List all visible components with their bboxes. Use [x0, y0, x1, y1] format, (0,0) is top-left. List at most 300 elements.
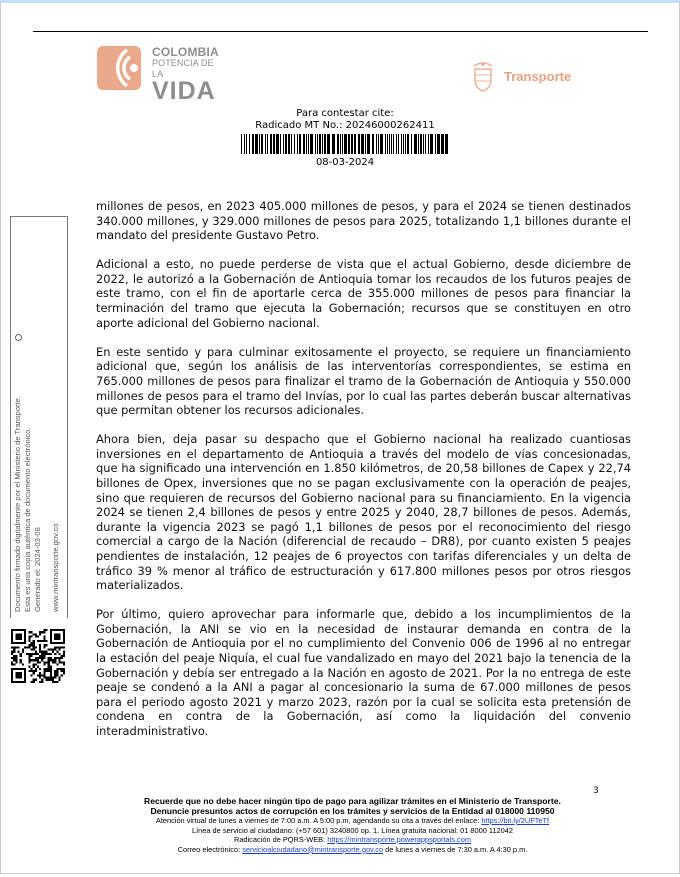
- qr-module: [28, 666, 30, 668]
- qr-module: [41, 681, 43, 683]
- barcode-bar: [358, 134, 360, 154]
- qr-module: [35, 633, 37, 635]
- qr-module: [43, 629, 45, 631]
- barcode-bar: [315, 134, 316, 154]
- qr-module: [15, 672, 21, 678]
- qr-module: [46, 677, 48, 679]
- qr-module: [28, 661, 30, 663]
- barcode-bar: [297, 134, 298, 154]
- footer-attention-line: [90, 816, 615, 826]
- qr-module: [46, 644, 48, 646]
- qr-module: [41, 631, 43, 633]
- qr-module: [30, 653, 32, 655]
- email-hours: de lunes a viernes de 7:30 a.m. A 4:30 p.m.: [383, 844, 528, 854]
- qr-module: [35, 668, 37, 670]
- barcode-bar: [391, 134, 392, 154]
- qr-module: [13, 646, 15, 648]
- qr-module: [50, 668, 52, 670]
- qr-module: [46, 679, 48, 681]
- barcode-bar: [385, 134, 386, 154]
- barcode-bar: [351, 134, 353, 154]
- qr-module: [28, 638, 30, 640]
- qr-module: [48, 679, 50, 681]
- page-footer: [90, 796, 615, 854]
- barcode-bar: [365, 134, 366, 154]
- qr-module: [54, 674, 56, 676]
- qr-module: [43, 651, 45, 653]
- qr-module: [33, 646, 35, 648]
- colombia-potencia-de-la-vida-logo: [97, 45, 227, 105]
- footer-email-line: [90, 845, 615, 855]
- qr-module: [43, 640, 45, 642]
- barcode-bar: [241, 134, 242, 154]
- qr-module: [52, 659, 54, 661]
- qr-module: [33, 679, 35, 681]
- qr-module: [56, 668, 58, 670]
- qr-module: [33, 672, 35, 674]
- qr-module: [63, 661, 65, 663]
- pqrs-link[interactable]: https://mintransporte.powerappsportals.com: [327, 835, 472, 844]
- barcode-bar: [403, 134, 404, 154]
- barcode-bar: [310, 134, 313, 154]
- qr-module: [39, 648, 41, 650]
- barcode-bar: [283, 134, 284, 154]
- barcode-bar: [380, 134, 383, 154]
- qr-module: [41, 651, 43, 653]
- qr-module: [48, 659, 50, 661]
- qr-module: [30, 681, 32, 683]
- qr-module: [33, 681, 35, 683]
- qr-module: [11, 664, 13, 666]
- qr-module: [33, 664, 35, 666]
- barcode-bar: [407, 134, 409, 154]
- qr-module: [63, 651, 65, 653]
- qr-module: [33, 659, 35, 661]
- qr-module: [28, 640, 30, 642]
- barcode-bar: [441, 134, 444, 154]
- qr-module: [54, 648, 56, 650]
- qr-module: [30, 644, 32, 646]
- qr-module: [59, 679, 61, 681]
- qr-module: [15, 633, 21, 639]
- barcode-bar: [324, 134, 326, 154]
- qr-module: [41, 653, 43, 655]
- barcode-bar: [405, 134, 406, 154]
- qr-module: [46, 653, 48, 655]
- qr-module: [61, 668, 63, 670]
- qr-module: [30, 659, 32, 661]
- qr-module: [54, 659, 56, 661]
- qr-module: [37, 657, 39, 659]
- barcode-bar: [393, 134, 394, 154]
- qr-module: [39, 677, 41, 679]
- qr-module: [39, 661, 41, 663]
- qr-module: [48, 653, 50, 655]
- qr-module: [50, 670, 52, 672]
- qr-module: [11, 646, 13, 648]
- barcode-bar: [387, 134, 388, 154]
- barcode-bar: [342, 134, 343, 154]
- barcode-bar: [249, 134, 250, 154]
- qr-module: [20, 661, 22, 663]
- logo-line-vida: VIDA: [152, 77, 216, 105]
- qr-module: [41, 657, 43, 659]
- qr-module: [28, 653, 30, 655]
- qr-module: [48, 664, 50, 666]
- barcode-bar: [246, 134, 247, 154]
- qr-module: [11, 661, 13, 663]
- barcode-bar: [261, 134, 263, 154]
- qr-module: [46, 668, 48, 670]
- qr-module: [22, 651, 24, 653]
- qr-module: [39, 631, 41, 633]
- qr-module: [63, 668, 65, 670]
- qr-module: [48, 657, 50, 659]
- page-number: 3: [593, 786, 599, 796]
- qr-module: [50, 657, 52, 659]
- qr-module: [63, 653, 65, 655]
- barcode-bar: [322, 134, 323, 154]
- barcode-bar: [401, 134, 402, 154]
- qr-module: [43, 668, 45, 670]
- qr-module: [59, 657, 61, 659]
- qr-module: [13, 648, 15, 650]
- qr-module: [54, 670, 56, 672]
- barcode-bar: [332, 134, 335, 154]
- barcode: [241, 134, 449, 154]
- qr-module: [56, 672, 58, 674]
- barcode-bar: [317, 134, 318, 154]
- qr-module: [50, 666, 52, 668]
- qr-module: [56, 646, 58, 648]
- qr-module: [28, 644, 30, 646]
- qr-module: [20, 659, 22, 661]
- barcode-bar: [337, 134, 339, 154]
- stamp-dot-icon: [15, 334, 22, 341]
- qr-module: [59, 646, 61, 648]
- qr-module: [48, 677, 50, 679]
- qr-module: [43, 646, 45, 648]
- barcode-bar: [308, 134, 309, 154]
- qr-module: [33, 670, 35, 672]
- paragraph: Ahora bien, deja pasar su despacho que el Gobierno nacional ha realizado cuantiosas inversiones en el departamento de Antioquia a través del modelo de vías concesionadas, que ha significado una intervención en 1.850 kilómetros, de 20,58 billones de Capex y 22,74 billones de Opex, inversiones que no se pagan exclusivamente con la operación de peajes, sino que requieren de recursos del Gobierno nacional para su financiamiento. En la vigencia 2024 se tienen 2,4 billones de pesos y entre 2025 y 2040, 28,7 billones de pesos. Además, durante la vigencia 2023 se pagó 1,1 billones de pesos por el reconocimiento del riesgo comercial a cargo de la Nación (diferencial de recaudo – DR8), por cuanto existen 5 peajes pendientes de instalación, 12 peajes de 6 proyectos con tarifas diferenciales y un delta de tráfico 39 % menor al tráfico de estructuración y 617.800 millones pesos por otros riesgos materializados.: [96, 432, 631, 593]
- barcode-bar: [252, 134, 254, 154]
- qr-module: [48, 661, 50, 663]
- footer-service-line: Línea de servicio al ciudadano: (+57 601) 3240800 op. 1. Línea gratuita nacional: 01 8000 112042: [192, 825, 513, 835]
- qr-module: [33, 653, 35, 655]
- qr-module: [46, 640, 48, 642]
- qr-module: [48, 648, 50, 650]
- qr-module: [52, 661, 54, 663]
- qr-module: [37, 635, 39, 637]
- barcode-bar: [273, 134, 275, 154]
- qr-module: [56, 657, 58, 659]
- qr-module: [37, 666, 39, 668]
- qr-module: [33, 640, 35, 642]
- qr-module: [50, 674, 52, 676]
- pqrs-text: Radicación de PQRS-WEB:: [233, 835, 328, 844]
- qr-module: [48, 666, 50, 668]
- qr-module: [61, 646, 63, 648]
- email-text: Correo electrónico:: [177, 844, 243, 854]
- qr-module: [39, 674, 41, 676]
- qr-module: [43, 670, 45, 672]
- qr-module: [43, 664, 45, 666]
- qr-module: [48, 668, 50, 670]
- qr-module: [41, 679, 43, 681]
- qr-module: [59, 661, 61, 663]
- barcode-bar: [288, 134, 290, 154]
- qr-module: [13, 659, 15, 661]
- barcode-bar: [267, 134, 268, 154]
- barcode-bar: [430, 134, 433, 154]
- footer-warning-corruption: Denuncie presuntos actos de corrupción en los trámites y servicios de la Entidad al 018000 110950: [150, 806, 555, 816]
- qr-module: [33, 633, 35, 635]
- qr-module: [52, 681, 54, 683]
- barcode-bar: [276, 134, 279, 154]
- barcode-bar: [354, 134, 356, 154]
- qr-module: [39, 651, 41, 653]
- qr-module: [52, 651, 54, 653]
- barcode-bar: [270, 134, 272, 154]
- barcode-bar: [303, 134, 305, 154]
- barcode-bar: [319, 134, 321, 154]
- qr-module: [61, 670, 63, 672]
- qr-module: [33, 644, 35, 646]
- barcode-bar: [420, 134, 422, 154]
- qr-module: [54, 661, 56, 663]
- qr-module: [11, 653, 13, 655]
- qr-module: [28, 655, 30, 657]
- attention-text: Atención virtual de lunes a viernes de 7:00 a.m. A 5:00 p.m, agendando su cita a través del enlace:: [155, 816, 482, 825]
- qr-module: [22, 664, 24, 666]
- barcode-bar: [378, 134, 379, 154]
- barcode-bar: [285, 134, 287, 154]
- qr-module: [54, 681, 56, 683]
- qr-module: [59, 668, 61, 670]
- barcode-bar: [423, 134, 424, 154]
- qr-module: [30, 655, 32, 657]
- qr-module: [43, 653, 45, 655]
- qr-module: [59, 677, 61, 679]
- qr-module: [39, 633, 41, 635]
- qr-module: [35, 679, 37, 681]
- qr-module: [61, 655, 63, 657]
- barcode-bar: [435, 134, 436, 154]
- qr-module: [59, 648, 61, 650]
- barcode-bar: [361, 134, 364, 154]
- barcode-bar: [389, 134, 390, 154]
- qr-module: [13, 651, 15, 653]
- qr-module: [46, 629, 48, 631]
- qr-module: [54, 672, 56, 674]
- qr-module: [50, 672, 52, 674]
- cite-label: Para contestar cite:: [296, 108, 394, 119]
- signature-stamp-text: [13, 342, 67, 612]
- qr-module: [43, 674, 45, 676]
- footer-warning-payment: Recuerde que no debe hacer ningún tipo de pago para agilizar trámites en el Ministerio de Transporte.: [144, 796, 561, 806]
- qr-module: [56, 664, 58, 666]
- qr-module: [13, 664, 15, 666]
- stamp-line-generated: Generado el: 2024-03-08: [33, 527, 42, 612]
- footer-pqrs-line: [90, 835, 615, 845]
- radicado-block: [230, 108, 460, 132]
- qr-module: [56, 681, 58, 683]
- qr-module: [35, 670, 37, 672]
- qr-module: [20, 655, 22, 657]
- barcode-bar: [348, 134, 350, 154]
- barcode-bar: [414, 134, 417, 154]
- qr-module: [39, 681, 41, 683]
- radicado-number: Radicado MT No.: 20246000262411: [255, 120, 435, 131]
- qr-module: [17, 651, 19, 653]
- header-rule: [33, 31, 648, 32]
- paragraph: Por último, quiero aprovechar para informarle que, debido a los incumplimientos de la Gobernación, la ANI se vio en la necesidad de instaurar demanda en contra de la Gobernación de Antioquia por el no cumplimiento del Convenio 006 de 1996 al no entregar la estación del peaje Niquía, el cual fue vandalizado en mayo del 2021 bajo la tenencia de la Gobernación y debía ser entregado a la Nación en agosto de 2021. Por la no entrega de este peaje se condenó a la ANI a pagar al concesionario la suma de 67.000 millones de pesos para el periodo agosto 2021 y marzo 2023, razón por la cual se solicita esta pretensión de condena en contra de la Gobernación, así como la liquidación del convenio interadministrativo.: [96, 607, 631, 738]
- qr-module: [54, 633, 60, 639]
- qr-module: [13, 657, 15, 659]
- qr-module: [30, 631, 32, 633]
- qr-module: [50, 648, 52, 650]
- qr-module: [63, 646, 65, 648]
- qr-module: [54, 653, 56, 655]
- qr-module: [11, 657, 13, 659]
- stamp-line-website: www.mintransporte.gov.co: [51, 523, 60, 612]
- qr-module: [28, 631, 30, 633]
- qr-module: [15, 657, 17, 659]
- barcode-bar: [244, 134, 245, 154]
- qr-module: [56, 674, 58, 676]
- barcode-bar: [445, 134, 448, 154]
- qr-module: [48, 670, 50, 672]
- email-link[interactable]: servicioalciudadano@mintransporte.gov.co: [242, 844, 384, 854]
- qr-module: [54, 657, 56, 659]
- qr-module: [37, 653, 39, 655]
- qr-module: [52, 648, 54, 650]
- qr-module: [43, 657, 45, 659]
- qr-module: [15, 646, 17, 648]
- qr-module: [63, 670, 65, 672]
- barcode-bar: [428, 134, 429, 154]
- qr-module: [37, 674, 39, 676]
- qr-module: [56, 651, 58, 653]
- qr-module: [13, 655, 15, 657]
- barcode-bar: [418, 134, 419, 154]
- qr-module: [46, 651, 48, 653]
- ministerio-transporte-logo: [470, 60, 585, 94]
- qr-module: [24, 646, 26, 648]
- qr-module: [37, 661, 39, 663]
- qr-code: [11, 629, 65, 683]
- qr-module: [30, 642, 32, 644]
- paragraph: millones de pesos, en 2023 405.000 millones de pesos, y para el 2024 se tienen destinados 340.000 millones, y 329.000 millones de pesos para 2025, totalizando 1,1 billones durante el mandato del presidente Gustavo Petro.: [96, 199, 631, 243]
- qr-module: [11, 651, 13, 653]
- qr-module: [52, 679, 54, 681]
- qr-module: [39, 646, 41, 648]
- qr-module: [43, 677, 45, 679]
- qr-module: [28, 657, 30, 659]
- qr-module: [43, 672, 45, 674]
- barcode-bar: [340, 134, 341, 154]
- qr-module: [15, 659, 17, 661]
- qr-module: [30, 674, 32, 676]
- qr-module: [43, 638, 45, 640]
- barcode-bar: [437, 134, 440, 154]
- barcode-bar: [344, 134, 347, 154]
- paragraph: Adicional a esto, no puede perderse de vista que el actual Gobierno, desde diciembre de 2022, le autorizó a la Gobernación de Antioquia tomar los recaudos de los futuros peajes de este tramo, con el fin de aportarle cerca de 355.000 millones de pesos para financiar la terminación del tramo que ejecuta la Gobernación; recursos que se constituyen en otro aporte adicional del Gobierno nacional.: [96, 257, 631, 330]
- qr-module: [41, 659, 43, 661]
- qr-module: [28, 670, 30, 672]
- barcode-bar: [291, 134, 292, 154]
- qr-module: [26, 646, 28, 648]
- barcode-bar: [425, 134, 426, 154]
- qr-module: [33, 666, 35, 668]
- qr-module: [35, 635, 37, 637]
- signal-waves-icon: [97, 46, 141, 90]
- qr-module: [22, 648, 24, 650]
- qr-module: [43, 635, 45, 637]
- appointment-link[interactable]: https://bit.ly/2UFTeTf: [481, 816, 550, 825]
- barcode-bar: [372, 134, 374, 154]
- qr-module: [30, 670, 32, 672]
- qr-module: [50, 653, 52, 655]
- barcode-bar: [280, 134, 281, 154]
- qr-module: [26, 653, 28, 655]
- barcode-bar: [327, 134, 330, 154]
- qr-module: [54, 646, 56, 648]
- qr-module: [35, 664, 37, 666]
- paragraph: En este sentido y para culminar exitosamente el proyecto, se requiere un financiamiento adicional que, según los análisis de las interventorías correspondientes, se estima en 765.000 millones de pesos para finalizar el tramo de la Gobernación de Antioquia y 550.000 millones de pesos para el tramo del Invías, por lo cual las partes deberán buscar alternativas que permitan obtener los recursos adicionales.: [96, 344, 631, 418]
- qr-module: [63, 655, 65, 657]
- qr-module: [17, 646, 19, 648]
- letter-body: [96, 199, 631, 753]
- qr-module: [56, 670, 58, 672]
- qr-module: [50, 677, 52, 679]
- barcode-bar: [376, 134, 377, 154]
- qr-module: [41, 674, 43, 676]
- qr-module: [50, 679, 52, 681]
- barcode-bar: [396, 134, 397, 154]
- qr-module: [54, 677, 56, 679]
- qr-module: [41, 640, 43, 642]
- qr-module: [61, 657, 63, 659]
- qr-module: [59, 653, 61, 655]
- qr-module: [43, 661, 45, 663]
- qr-module: [15, 655, 17, 657]
- qr-module: [41, 655, 43, 657]
- qr-module: [28, 659, 30, 661]
- barcode-bar: [299, 134, 301, 154]
- qr-module: [59, 659, 61, 661]
- qr-module: [63, 664, 65, 666]
- qr-module: [35, 653, 37, 655]
- qr-module: [39, 668, 41, 670]
- qr-module: [50, 659, 52, 661]
- barcode-bar: [259, 134, 260, 154]
- stamp-line-copy: Esta es una copia auténtica de documento electrónico.: [23, 427, 32, 612]
- qr-module: [37, 640, 39, 642]
- qr-module: [28, 646, 30, 648]
- qr-module: [35, 651, 37, 653]
- qr-module: [61, 661, 63, 663]
- barcode-bar: [255, 134, 258, 154]
- qr-module: [52, 677, 54, 679]
- qr-module: [39, 655, 41, 657]
- qr-module: [39, 644, 41, 646]
- qr-module: [39, 657, 41, 659]
- qr-module: [30, 648, 32, 650]
- barcode-bar: [411, 134, 412, 154]
- barcode-bar: [265, 134, 266, 154]
